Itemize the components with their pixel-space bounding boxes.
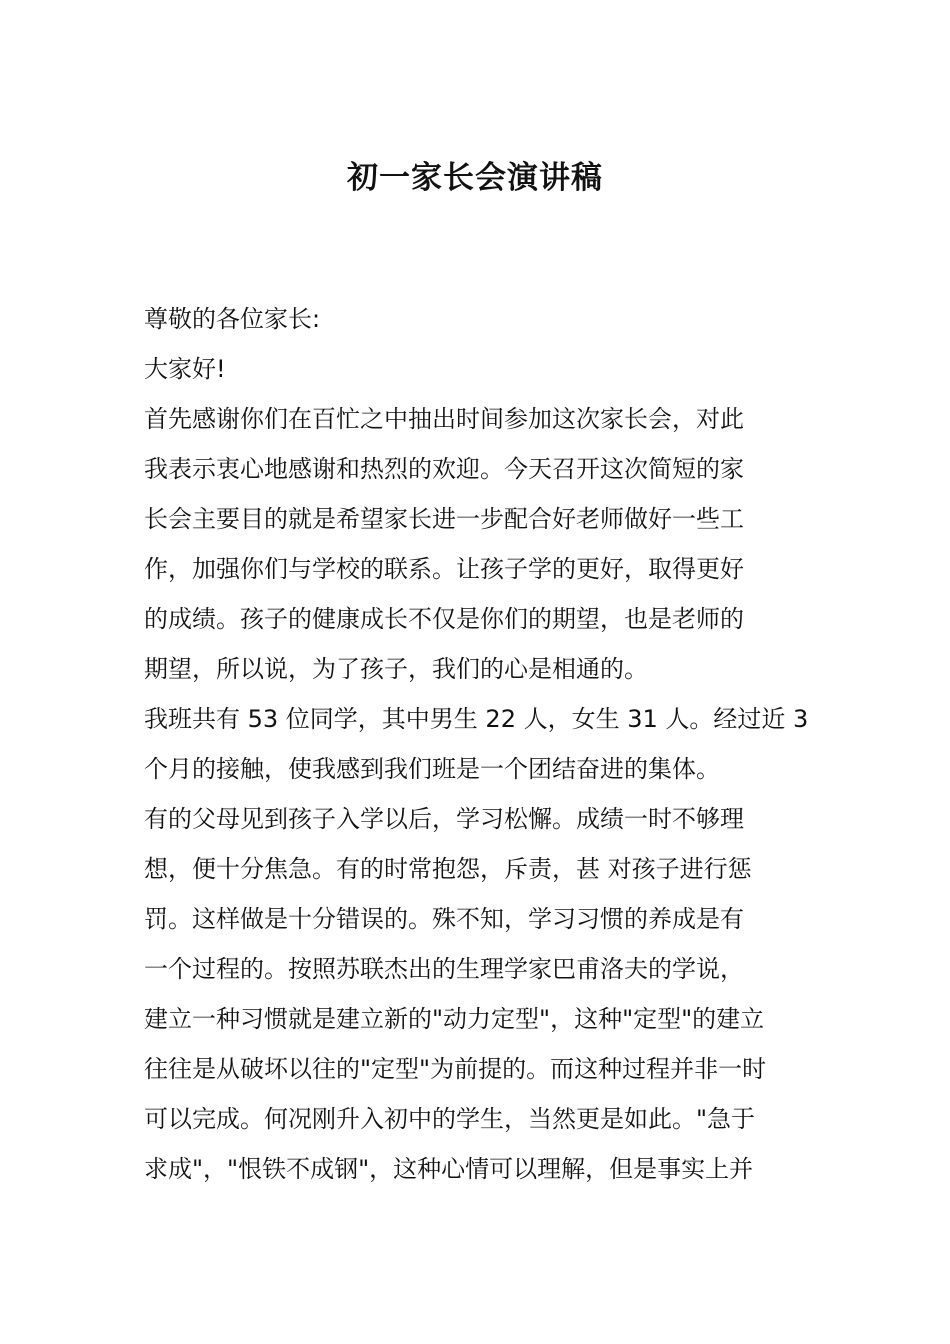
document-title: 初一家长会演讲稿: [347, 160, 603, 196]
body-line: 一个过程的。按照苏联杰出的生理学家巴甫洛夫的学说，: [144, 955, 744, 983]
body-line: 首先感谢你们在百忙之中抽出时间参加这次家长会，对此: [144, 405, 744, 433]
body-line: 求成"，"恨铁不成钢"，这种心情可以理解，但是事实上并: [144, 1155, 754, 1183]
body-line: 长会主要目的就是希望家长进一步配合好老师做好一些工: [144, 505, 744, 533]
body-line: 我表示衷心地感谢和热烈的欢迎。今天召开这次简短的家: [144, 455, 744, 483]
body-line: 作，加强你们与学校的联系。让孩子学的更好，取得更好: [144, 555, 744, 583]
body-line: 罚。这样做是十分错误的。殊不知，学习习惯的养成是有: [144, 905, 744, 933]
body-line: 个月的接触，使我感到我们班是一个团结奋进的集体。: [144, 755, 720, 783]
body-line: 建立一种习惯就是建立新的"动力定型"，这种"定型"的建立: [144, 1005, 765, 1033]
document-body: [144, 294, 814, 1194]
body-line: 的成绩。孩子的健康成长不仅是你们的期望，也是老师的: [144, 605, 744, 633]
greeting-line: 大家好!: [144, 355, 226, 383]
salutation-line: 尊敬的各位家长:: [144, 305, 321, 333]
body-line: 期望，所以说，为了孩子，我们的心是相通的。: [144, 655, 648, 683]
body-line: 我班共有 53 位同学，其中男生 22 人，女生 31 人。经过近 3: [144, 705, 809, 733]
body-line: 往往是从破坏以往的"定型"为前提的。而这种过程并非一时: [144, 1055, 767, 1083]
body-line: 可以完成。何况刚升入初中的学生，当然更是如此。"急于: [144, 1105, 756, 1133]
body-line: 有的父母见到孩子入学以后，学习松懈。成绩一时不够理: [144, 805, 744, 833]
body-line: 想，便十分焦急。有的时常抱怨，斥责，甚 对孩子进行惩: [144, 855, 752, 883]
